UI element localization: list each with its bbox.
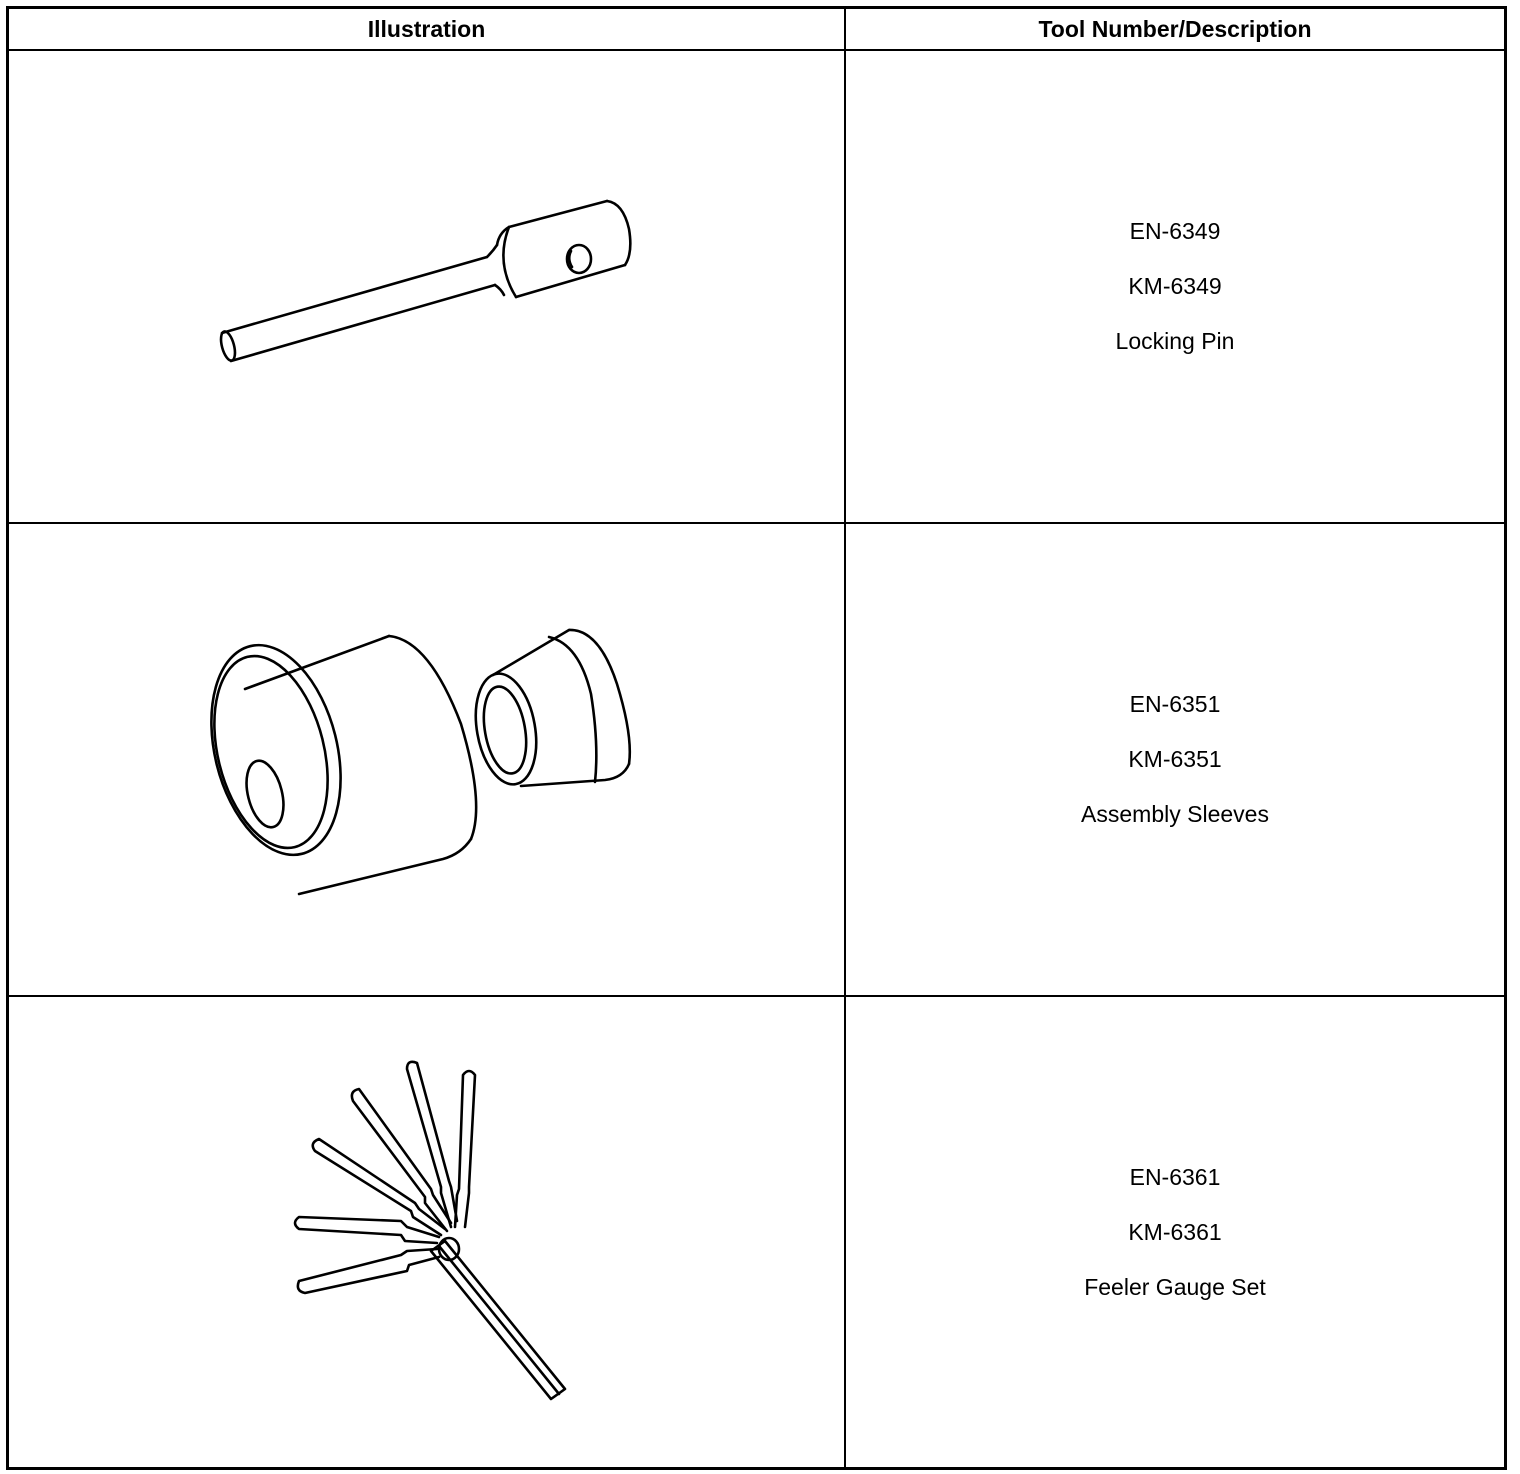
tool-number-km: KM-6349 <box>1128 273 1222 299</box>
tool-number-en: EN-6349 <box>1129 218 1221 244</box>
table-header <box>9 9 1504 51</box>
tool-number-km: KM-6361 <box>1128 1218 1222 1245</box>
table-row <box>9 997 1504 1467</box>
tool-description-cell <box>846 997 1504 1467</box>
header-illustration: Illustration <box>367 15 486 42</box>
feeler-gauge-set-icon <box>9 997 844 1467</box>
tool-name: Feeler Gauge Set <box>1084 1273 1266 1300</box>
tool-name: Assembly Sleeves <box>1081 801 1269 827</box>
illustration-cell <box>9 51 844 522</box>
assembly-sleeves-icon <box>9 524 844 997</box>
tool-number-km: KM-6351 <box>1128 746 1222 772</box>
table-row <box>9 524 1504 997</box>
tool-description-cell <box>846 51 1504 522</box>
locking-pin-icon <box>9 51 844 524</box>
illustration-cell <box>9 524 844 995</box>
tool-description-cell <box>846 524 1504 995</box>
tool-name: Locking Pin <box>1115 328 1235 354</box>
tool-number-en: EN-6361 <box>1129 1163 1221 1190</box>
table-row <box>9 51 1504 524</box>
illustration-cell <box>9 997 844 1467</box>
tools-table <box>6 6 1507 1470</box>
header-tool-description: Tool Number/Description <box>1038 15 1312 42</box>
tool-number-en: EN-6351 <box>1129 691 1221 717</box>
